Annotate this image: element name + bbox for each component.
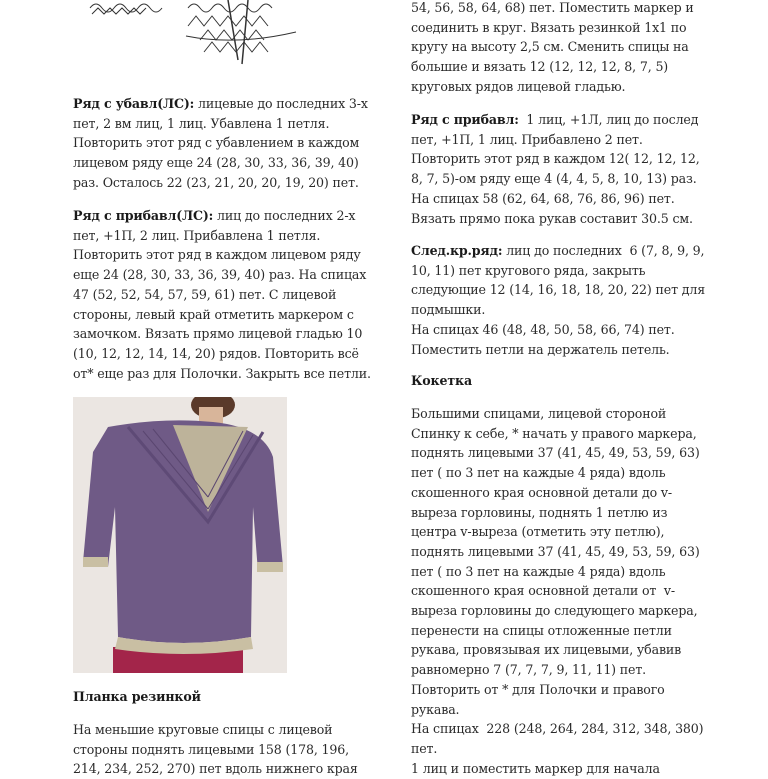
line-text: Повторить от * для Полочки и правого: [411, 681, 665, 697]
text-line: [411, 189, 700, 209]
line-text: еще 24 (28, 30, 33, 36, 39, 40) раз. На спицах: [73, 267, 367, 283]
text-line: [73, 324, 371, 344]
line-text: лиц до последних 6 (7, 8, 9, 9,: [502, 243, 705, 258]
line-text: На меньшие круговые спицы с лицевой: [73, 722, 333, 737]
para-yoke: [411, 404, 703, 778]
text-line: [411, 340, 705, 360]
text-line: [411, 522, 703, 542]
text-line: [411, 77, 694, 97]
line-text: Поместить петли на держатель петель.: [411, 341, 670, 357]
text-line: [73, 206, 371, 226]
text-line: [411, 542, 703, 562]
text-line: [411, 660, 703, 680]
text-line: [411, 562, 703, 582]
text-line: [411, 320, 705, 340]
text-line: [411, 581, 703, 601]
line-text: лицевом ряду еще 24 (28, 30, 33, 36, 39, 40): [73, 155, 359, 171]
line-text: поднять лицевыми 37 (41, 45, 49, 53, 59, 63): [411, 543, 700, 559]
para-decrease-row: [73, 94, 368, 193]
text-line: [411, 261, 705, 281]
right-column: [411, 0, 741, 776]
text-line: [73, 153, 368, 173]
line-text: скошенного края основной детали от v-: [411, 583, 675, 599]
para-next-round: [411, 241, 705, 359]
line-text: подмышки.: [411, 302, 486, 318]
text-line: [411, 280, 705, 300]
line-text: от* еще раз для Полочки. Закрыть все петли.: [73, 365, 371, 381]
line-text: (10, 12, 12, 14, 14, 20) рядов. Повторить всё: [73, 345, 359, 361]
sweater-photo: [73, 397, 287, 673]
line-text: лиц до последних 2-х: [213, 208, 356, 223]
section-heading-yoke: [411, 371, 472, 391]
line-text: стороны поднять лицевыми 158 (178, 196,: [73, 741, 350, 757]
line-text: замочком. Вязать прямо лицевой гладью 10: [73, 326, 363, 342]
text-line: [411, 371, 472, 391]
text-line: [73, 759, 358, 779]
text-line: [411, 640, 703, 660]
text-line: [411, 759, 703, 779]
line-text: стороны, левый край отметить маркером с: [73, 306, 354, 322]
line-text: пет, +1П, 2 лиц. Прибавлена 1 петля.: [73, 227, 321, 243]
text-line: [73, 687, 201, 707]
text-line: [73, 364, 371, 384]
bold-label: След.кр.ряд:: [411, 243, 503, 258]
line-text: перенести на спицы отложенные петли: [411, 622, 672, 638]
line-text: соединить в круг. Вязать резинкой 1х1 по: [411, 19, 687, 35]
text-line: [411, 503, 703, 523]
para-ribbing-band: [73, 720, 358, 779]
text-line: [73, 173, 368, 193]
text-line: [411, 37, 694, 57]
text-line: [411, 404, 703, 424]
line-text: рукава, провязывая их лицевыми, убавив: [411, 642, 682, 658]
line-text: большие и вязать 12 (12, 12, 12, 8, 7, 5): [411, 59, 669, 75]
text-line: [411, 149, 700, 169]
line-text: На спицах 228 (248, 264, 284, 312, 348, 380): [411, 721, 704, 737]
line-text: круговых рядов лицевой гладью.: [411, 78, 626, 94]
text-line: [73, 133, 368, 153]
line-text: центра v-выреза (отметить эту петлю),: [411, 524, 665, 540]
line-text: пет, 2 вм лиц, 1 лиц. Убавлена 1 петля.: [73, 115, 330, 131]
line-text: Повторить этот ряд с убавлением в каждом: [73, 135, 360, 151]
line-text: 54, 56, 58, 64, 68) пет. Поместить маркер и: [411, 0, 694, 15]
text-line: [411, 483, 703, 503]
text-line: [411, 241, 705, 261]
text-line: [411, 57, 694, 77]
para-sleeve-start: [411, 0, 694, 97]
line-text: скошенного края основной детали до v-: [411, 484, 672, 500]
text-line: [411, 209, 700, 229]
line-text: 10, 11) пет кругового ряда, закрыть: [411, 262, 646, 278]
line-text: равномерно 7 (7, 7, 7, 9, 11, 11) пет.: [411, 662, 647, 678]
line-text: пет ( по 3 пет на каждые 4 ряда) вдоль: [411, 563, 666, 579]
bold-label: Планка резинкой: [73, 689, 201, 704]
text-line: [411, 739, 703, 759]
bold-label: Ряд с убавл(ЛС):: [73, 96, 195, 111]
text-line: [73, 265, 371, 285]
line-text: раз. Осталось 22 (23, 21, 20, 20, 19, 20) пет.: [73, 174, 359, 190]
line-text: Вязать прямо пока рукав составит 30.5 см.: [411, 210, 693, 226]
text-line: [73, 285, 371, 305]
text-line: [73, 740, 358, 760]
text-line: [73, 344, 371, 364]
line-text: лицевые до последних 3-х: [194, 96, 368, 111]
line-text: рукава.: [411, 701, 460, 717]
text-line: [411, 18, 694, 38]
para-sleeve-increase: [411, 110, 700, 228]
text-line: [73, 245, 371, 265]
text-line: [411, 169, 700, 189]
line-text: На спицах 46 (48, 48, 50, 58, 66, 74) пет.: [411, 321, 675, 337]
bold-label: Ряд с прибавл:: [411, 112, 519, 127]
line-text: Большими спицами, лицевой стороной: [411, 406, 667, 421]
text-line: [411, 601, 703, 621]
text-line: [411, 0, 694, 18]
section-heading-ribbing-band: [73, 687, 201, 707]
text-line: [73, 226, 371, 246]
line-text: выреза горловины до следующего маркера,: [411, 603, 698, 619]
text-line: [411, 130, 700, 150]
line-text: выреза горловины, поднять 1 петлю из: [411, 504, 668, 520]
line-text: 47 (52, 52, 54, 57, 59, 61) пет. С лицевой: [73, 286, 337, 302]
line-text: Повторить этот ряд в каждом лицевом ряду: [73, 247, 361, 263]
text-line: [73, 720, 358, 740]
line-text: 8, 7, 5)-ом ряду еще 4 (4, 4, 5, 8, 10, 13) раз.: [411, 171, 697, 187]
line-text: 1 лиц и поместить маркер для начала: [411, 760, 660, 776]
text-line: [73, 94, 368, 114]
line-text: 1 лиц, +1Л, лиц до послед: [518, 112, 699, 127]
line-text: 214, 234, 252, 270) пет вдоль нижнего края: [73, 761, 358, 777]
bold-label: Ряд с прибавл(ЛС):: [73, 208, 214, 223]
text-line: [411, 110, 700, 130]
text-line: [411, 443, 703, 463]
text-line: [411, 463, 703, 483]
text-line: [411, 700, 703, 720]
line-text: поднять лицевыми 37 (41, 45, 49, 53, 59, 63): [411, 445, 700, 461]
para-increase-row: [73, 206, 371, 383]
text-line: [411, 719, 703, 739]
line-text: На спицах 58 (62, 64, 68, 76, 86, 96) пет.: [411, 190, 675, 206]
line-text: пет ( по 3 пет на каждые 4 ряда) вдоль: [411, 465, 666, 481]
text-line: [411, 680, 703, 700]
text-line: [411, 621, 703, 641]
line-text: пет.: [411, 740, 438, 756]
line-text: следующие 12 (14, 16, 18, 18, 20, 22) пет для: [411, 282, 705, 298]
line-text: кругу на высоту 2,5 см. Сменить спицы на: [411, 39, 689, 55]
line-text: Спинку к себе, * начать у правого маркера,: [411, 425, 697, 441]
line-text: пет, +1П, 1 лиц. Прибавлено 2 пет.: [411, 131, 643, 147]
text-line: [411, 424, 703, 444]
text-line: [411, 300, 705, 320]
line-text: Повторить этот ряд в каждом 12( 12, 12, 12,: [411, 151, 700, 167]
text-line: [73, 114, 368, 134]
bold-label: Кокетка: [411, 373, 472, 388]
text-line: [73, 305, 371, 325]
